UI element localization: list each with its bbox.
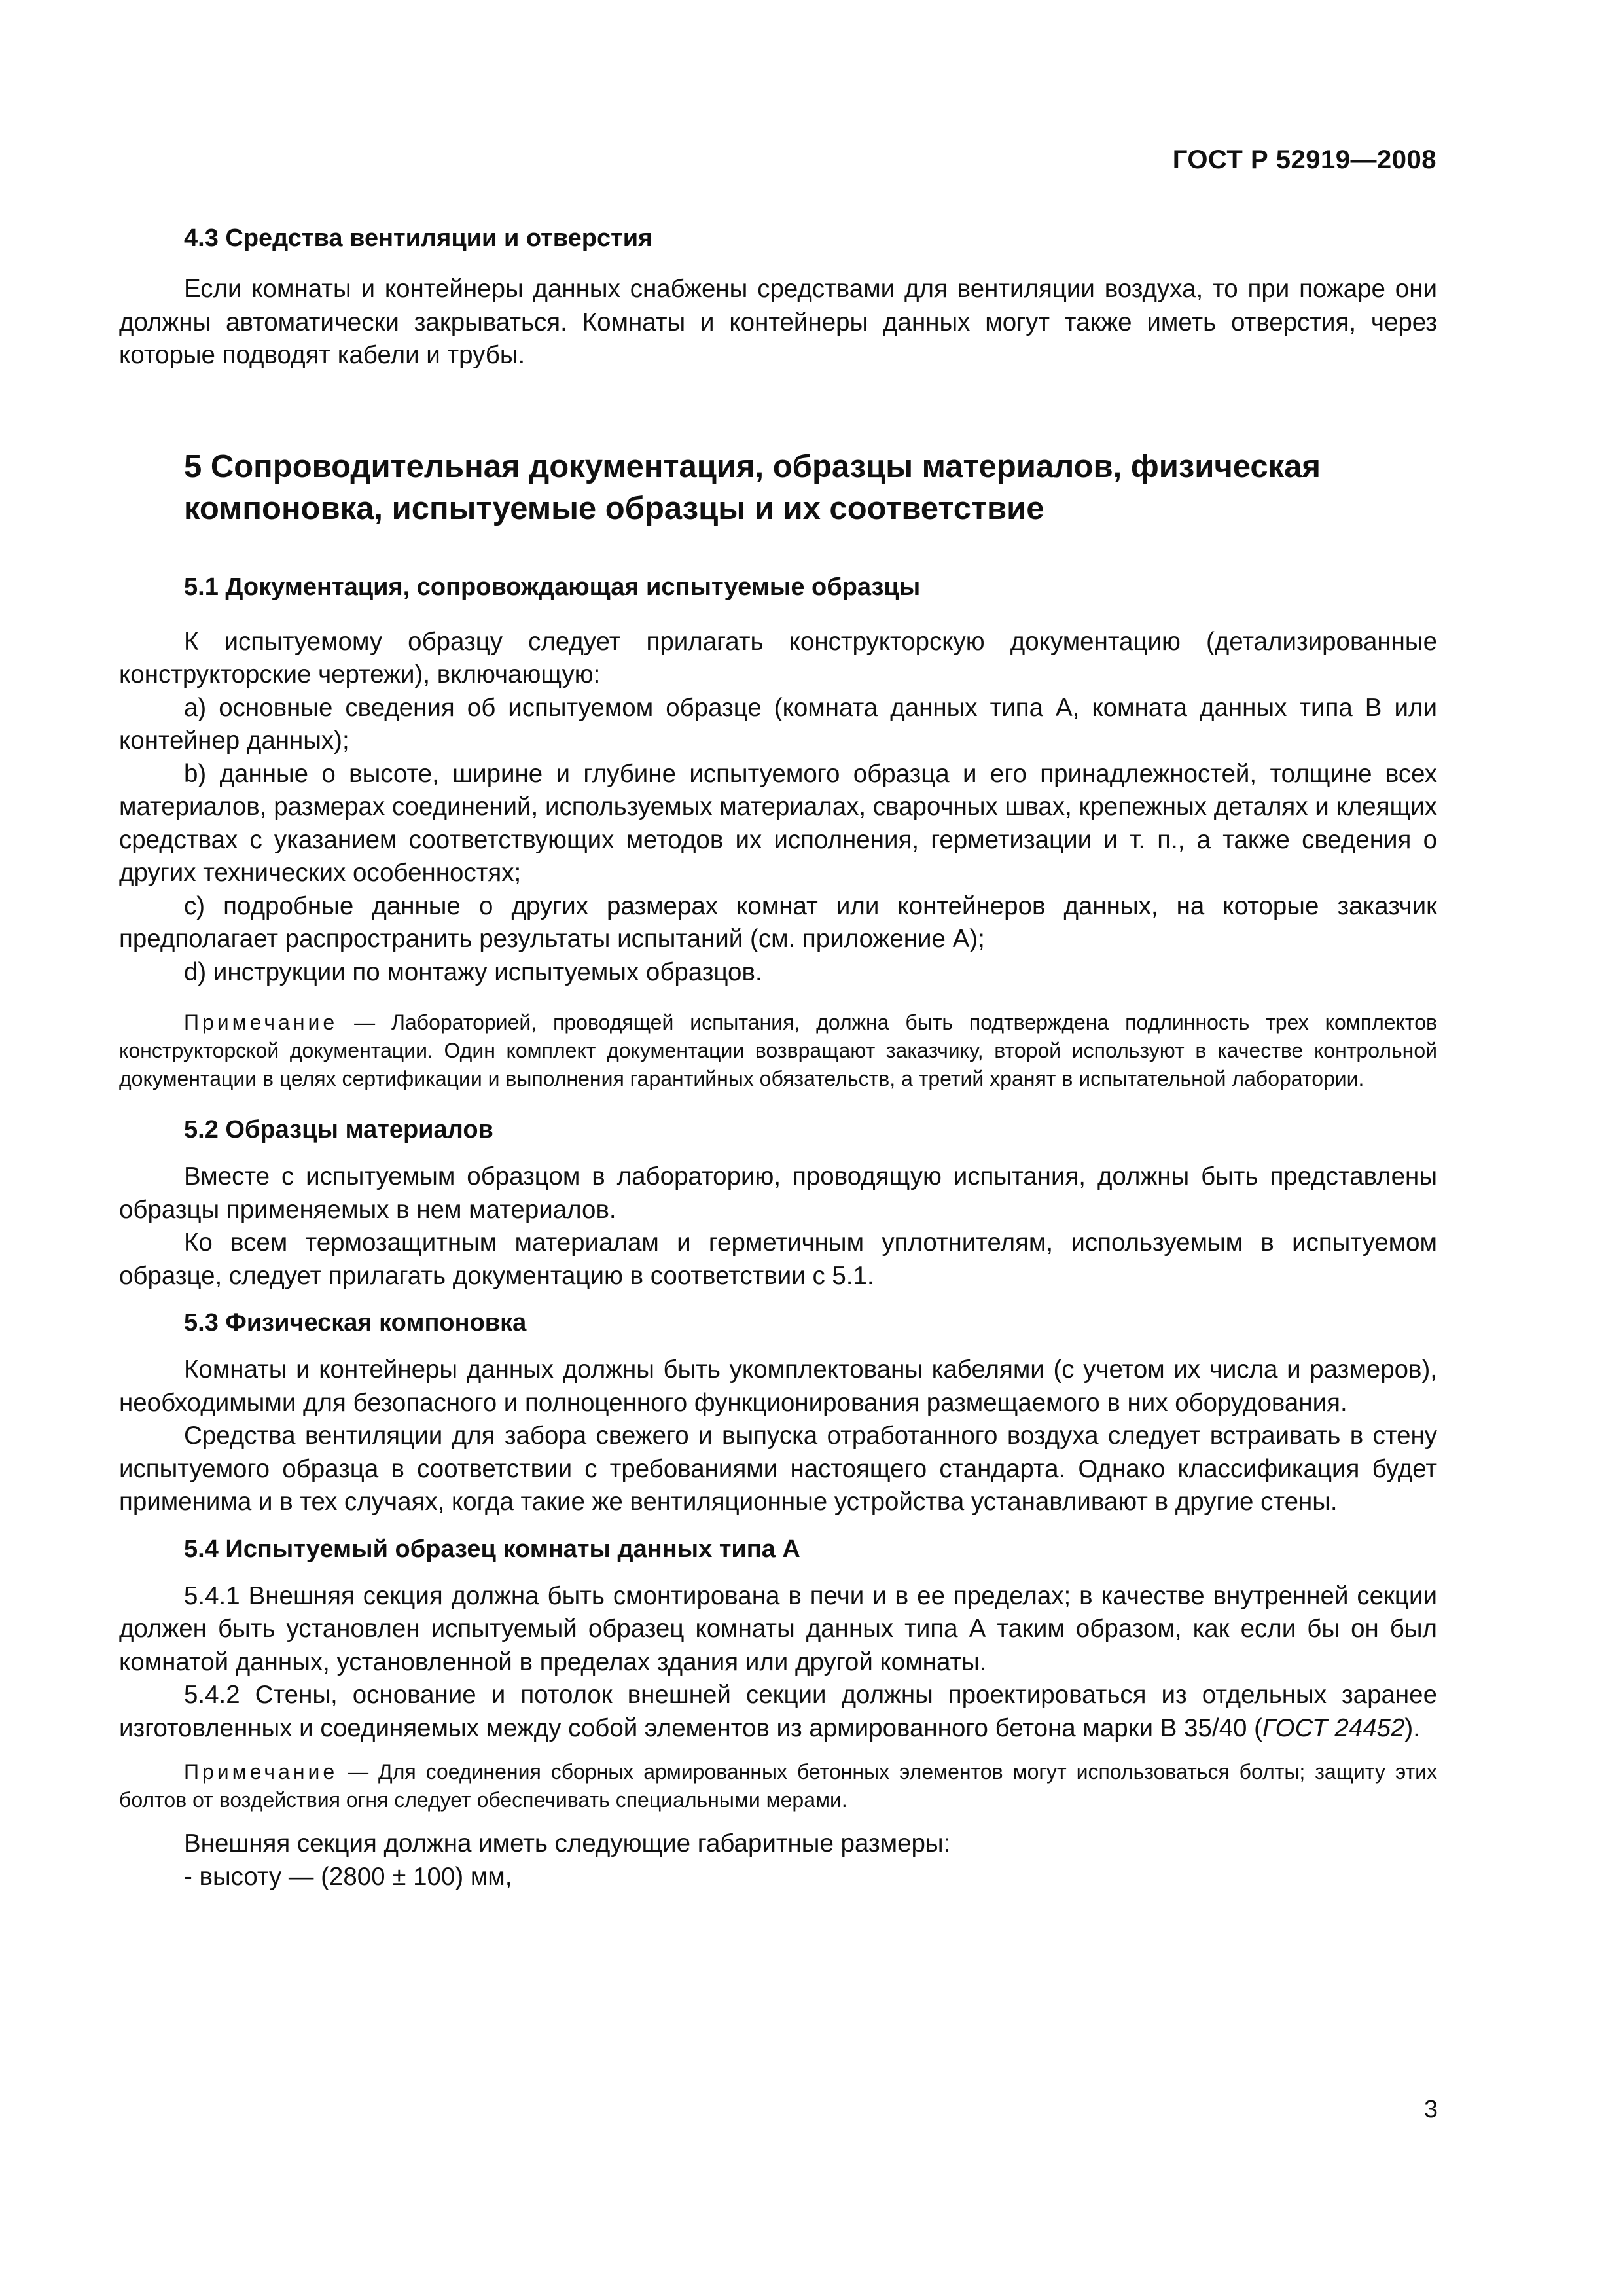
paragraph-5-2-2: Ко всем термозащитным материалам и герметичным уплотнителям, используемым в испытуемом образце, следует прилагать документацию в соответствии с 5.1. [119, 1229, 1437, 1290]
page-number: 3 [1423, 2096, 1438, 2123]
paragraph-5-4-dimensions: Внешняя секция должна иметь следующие габаритные размеры: [184, 1829, 951, 1857]
document-id: ГОСТ Р 52919—2008 [1172, 145, 1436, 174]
list-item-d: d) инструкции по монтажу испытуемых образцов. [184, 958, 762, 986]
list-item-c: c) подробные данные о других размерах комнат или контейнеров данных, на которые заказчик предполагает распространить результаты испытаний (см. приложение А); [119, 891, 1437, 953]
note-label: Примечание [184, 1760, 338, 1784]
note-5-1 [119, 1009, 1437, 1093]
dimension-height: - высоту — (2800 ± 100) мм, [184, 1862, 512, 1891]
paragraph-5-4-2 [119, 1679, 1437, 1745]
paragraph-5-4-2-end: ). [1404, 1713, 1420, 1742]
paragraph-4-3: Если комнаты и контейнеры данных снабжены средствами для вентиляции воздуха, то при пожаре они должны автоматически закрываться. Комнаты и контейнеры данных могут также иметь отверстия, через которые подводят кабели и трубы. [119, 275, 1437, 369]
paragraph-5-4-2-text: 5.4.2 Стены, основание и потолок внешней секции должны проектироваться из отдельных заранее изготовленных и соединяемых между собой элементов из армированного бетона марки В 35/40 ( [119, 1681, 1437, 1742]
heading-5-4: 5.4 Испытуемый образец комнаты данных типа А [184, 1535, 800, 1563]
standard-reference: ГОСТ 24452 [1262, 1713, 1405, 1742]
heading-4-3: 4.3 Средства вентиляции и отверстия [184, 224, 653, 252]
note-5-4 [119, 1758, 1437, 1814]
paragraph-5-3-2: Средства вентиляции для забора свежего и выпуска отработанного воздуха следует встраивать в стену испытуемого образца в соответствии с требованиями настоящего стандарта. Однако классификация будет применима и в тех случаях, когда такие же вентиляционные устройства устанавливают в другие стены. [119, 1422, 1437, 1516]
note-text: — Лабораторией, проводящей испытания, должна быть подтверждена подлинность трех комплектов конструкторской документации. Один комплект документации возвращают заказчику, второй используют в качестве контрольной документации в целях сертификации и выполнения гарантийных обязательств, а третий хранят в испытательной лаборатории. [119, 1011, 1437, 1090]
paragraph-5-3-1: Комнаты и контейнеры данных должны быть укомплектованы кабелями (с учетом их числа и размеров), необходимыми для безопасного и полноценного функционирования размещаемого в них оборудования. [119, 1355, 1437, 1417]
list-item-a: a) основные сведения об испытуемом образце (комната данных типа А, комната данных типа В или контейнер данных); [119, 693, 1437, 755]
paragraph-5-2-1: Вместе с испытуемым образцом в лабораторию, проводящую испытания, должны быть представлены образцы применяемых в нем материалов. [119, 1162, 1437, 1224]
document-body [119, 144, 1437, 1893]
heading-5: 5 Сопроводительная документация, образцы материалов, физическая компоновка, испытуемые образцы и их соответствие [184, 448, 1321, 526]
note-text: — Для соединения сборных армированных бетонных элементов могут использоваться болты; защиту этих болтов от воздействия огня следует обеспечивать специальными мерами. [119, 1760, 1437, 1812]
heading-5-1: 5.1 Документация, сопровождающая испытуемые образцы [184, 573, 921, 601]
heading-5-3: 5.3 Физическая компоновка [184, 1309, 527, 1336]
paragraph-5-1-intro: К испытуемому образцу следует прилагать конструкторскую документацию (детализированные конструкторские чертежи), включающую: [119, 627, 1437, 689]
paragraph-5-4-1: 5.4.1 Внешняя секция должна быть смонтирована в печи и в ее пределах; в качестве внутренней секции должен быть установлен испытуемый образец комнаты данных типа А таким образом, как если бы он был комнатой данных, установленной в пределах здания или другой комнаты. [119, 1581, 1437, 1676]
heading-5-2: 5.2 Образцы материалов [184, 1116, 493, 1143]
list-item-b: b) данные о высоте, ширине и глубине испытуемого образца и его принадлежностей, толщине всех материалов, размерах соединений, используемых материалах, сварочных швах, крепежных деталях и клеящих средствах с указанием соответствующих методов их исполнения, герметизации и т. п., а также сведения о других технических особенностях; [119, 759, 1437, 887]
note-label: Примечание [184, 1011, 338, 1034]
